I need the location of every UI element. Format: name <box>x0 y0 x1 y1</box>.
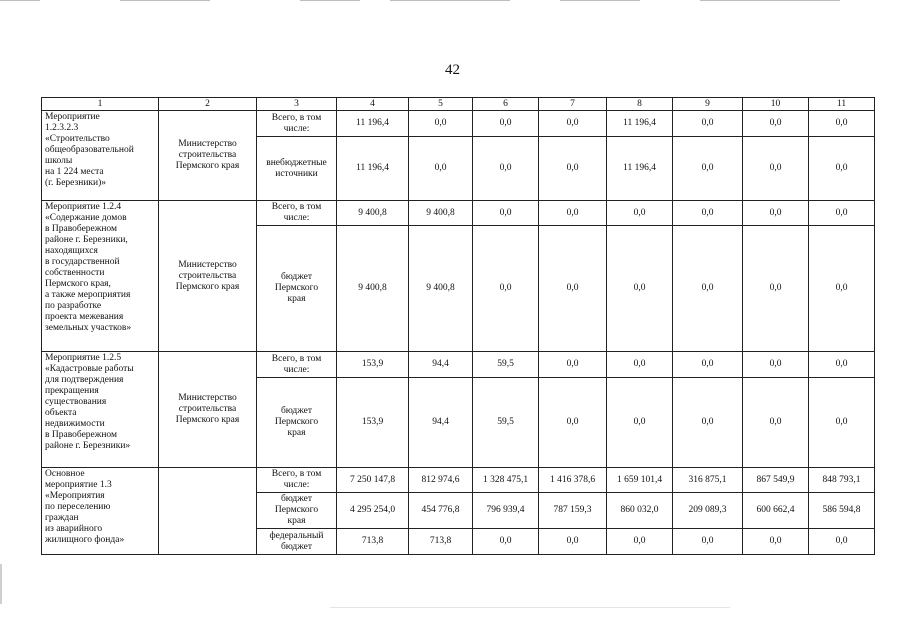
amount-cell: 796 939,4 <box>473 493 539 529</box>
amount-cell: 0,0 <box>409 111 473 137</box>
amount-cell: 0,0 <box>809 226 875 352</box>
amount-cell: 0,0 <box>409 137 473 201</box>
amount-cell: 153,9 <box>337 352 409 378</box>
column-number: 1 <box>42 98 159 111</box>
amount-cell: 0,0 <box>673 352 743 378</box>
amount-cell: 0,0 <box>743 201 809 226</box>
table-row <box>42 352 875 378</box>
amount-cell: 0,0 <box>473 201 539 226</box>
amount-cell: 0,0 <box>743 226 809 352</box>
amount-cell: 9 400,8 <box>337 201 409 226</box>
amount-cell: 1 416 378,6 <box>539 468 607 493</box>
amount-cell: 0,0 <box>607 201 673 226</box>
executor-name: Министерство строительства Пермского края <box>159 111 257 201</box>
executor-name: Министерство строительства Пермского края <box>159 201 257 352</box>
funding-source: Всего, в том числе: <box>257 468 337 493</box>
amount-cell: 0,0 <box>673 529 743 555</box>
amount-cell: 0,0 <box>539 226 607 352</box>
amount-cell: 787 159,3 <box>539 493 607 529</box>
amount-cell: 0,0 <box>809 201 875 226</box>
amount-cell: 454 776,8 <box>409 493 473 529</box>
measure-name: Основное мероприятие 1.3 «Мероприятия по переселению граждан из аварийного жилищного фонда» <box>42 468 159 555</box>
amount-cell: 0,0 <box>607 378 673 468</box>
amount-cell: 0,0 <box>473 137 539 201</box>
amount-cell: 0,0 <box>743 378 809 468</box>
amount-cell: 11 196,4 <box>337 111 409 137</box>
amount-cell: 0,0 <box>539 378 607 468</box>
amount-cell: 0,0 <box>473 529 539 555</box>
funding-source: внебюджетные источники <box>257 137 337 201</box>
amount-cell: 0,0 <box>743 352 809 378</box>
amount-cell: 0,0 <box>539 201 607 226</box>
amount-cell: 0,0 <box>743 137 809 201</box>
amount-cell: 867 549,9 <box>743 468 809 493</box>
amount-cell: 94,4 <box>409 352 473 378</box>
amount-cell: 0,0 <box>809 352 875 378</box>
column-number: 8 <box>607 98 673 111</box>
financing-table <box>41 97 875 555</box>
table-row <box>42 111 875 137</box>
amount-cell: 0,0 <box>539 137 607 201</box>
funding-source: федеральный бюджет <box>257 529 337 555</box>
column-number: 2 <box>159 98 257 111</box>
table-header-row <box>42 98 875 111</box>
funding-source: Всего, в том числе: <box>257 201 337 226</box>
table-row <box>42 468 875 493</box>
amount-cell: 316 875,1 <box>673 468 743 493</box>
amount-cell: 0,0 <box>743 111 809 137</box>
amount-cell: 0,0 <box>539 111 607 137</box>
amount-cell: 0,0 <box>473 111 539 137</box>
amount-cell: 0,0 <box>809 137 875 201</box>
funding-source: Всего, в том числе: <box>257 352 337 378</box>
amount-cell: 600 662,4 <box>743 493 809 529</box>
amount-cell: 0,0 <box>809 378 875 468</box>
executor-name: Министерство строительства Пермского края <box>159 352 257 468</box>
amount-cell: 860 032,0 <box>607 493 673 529</box>
table-row <box>42 201 875 226</box>
amount-cell: 209 089,3 <box>673 493 743 529</box>
amount-cell: 0,0 <box>673 111 743 137</box>
amount-cell: 586 594,8 <box>809 493 875 529</box>
amount-cell: 0,0 <box>673 226 743 352</box>
amount-cell: 9 400,8 <box>337 226 409 352</box>
amount-cell: 1 328 475,1 <box>473 468 539 493</box>
measure-name: Мероприятие 1.2.4 «Содержание домов в Правобережном районе г. Березники, находящихся в государственной собственности Пермского края, а также мероприятия по разработке проекта межевания земельных участков» <box>42 201 159 352</box>
amount-cell: 7 250 147,8 <box>337 468 409 493</box>
scan-bottom-mark <box>330 607 730 608</box>
amount-cell: 11 196,4 <box>607 111 673 137</box>
scan-top-edge <box>0 0 905 3</box>
funding-source: бюджет Пермского края <box>257 378 337 468</box>
column-number: 10 <box>743 98 809 111</box>
amount-cell: 11 196,4 <box>337 137 409 201</box>
amount-cell: 4 295 254,0 <box>337 493 409 529</box>
funding-source: Всего, в том числе: <box>257 111 337 137</box>
amount-cell: 0,0 <box>809 111 875 137</box>
amount-cell: 59,5 <box>473 378 539 468</box>
column-number: 9 <box>673 98 743 111</box>
executor-name <box>159 468 257 555</box>
amount-cell: 812 974,6 <box>409 468 473 493</box>
amount-cell: 0,0 <box>743 529 809 555</box>
amount-cell: 0,0 <box>607 529 673 555</box>
amount-cell: 713,8 <box>337 529 409 555</box>
amount-cell: 1 659 101,4 <box>607 468 673 493</box>
column-number: 5 <box>409 98 473 111</box>
column-number: 11 <box>809 98 875 111</box>
amount-cell: 0,0 <box>673 201 743 226</box>
amount-cell: 0,0 <box>809 529 875 555</box>
amount-cell: 59,5 <box>473 352 539 378</box>
amount-cell: 0,0 <box>539 352 607 378</box>
column-number: 7 <box>539 98 607 111</box>
amount-cell: 11 196,4 <box>607 137 673 201</box>
amount-cell: 94,4 <box>409 378 473 468</box>
measure-name: Мероприятие 1.2.3.2.3 «Строительство общеобразовательной школы на 1 224 места (г. Березники)» <box>42 111 159 201</box>
amount-cell: 848 793,1 <box>809 468 875 493</box>
amount-cell: 0,0 <box>539 529 607 555</box>
amount-cell: 9 400,8 <box>409 226 473 352</box>
amount-cell: 0,0 <box>673 378 743 468</box>
amount-cell: 0,0 <box>607 352 673 378</box>
column-number: 4 <box>337 98 409 111</box>
amount-cell: 0,0 <box>673 137 743 201</box>
amount-cell: 713,8 <box>409 529 473 555</box>
funding-source: бюджет Пермского края <box>257 226 337 352</box>
measure-name: Мероприятие 1.2.5 «Кадастровые работы для подтверждения прекращения существования объекта недвижимости в Правобережном районе г. Березники» <box>42 352 159 468</box>
column-number: 6 <box>473 98 539 111</box>
funding-source: бюджет Пермского края <box>257 493 337 529</box>
amount-cell: 153,9 <box>337 378 409 468</box>
column-number: 3 <box>257 98 337 111</box>
scan-edge-mark <box>0 564 2 604</box>
amount-cell: 0,0 <box>473 226 539 352</box>
page-number: 42 <box>445 62 460 78</box>
amount-cell: 9 400,8 <box>409 201 473 226</box>
amount-cell: 0,0 <box>607 226 673 352</box>
